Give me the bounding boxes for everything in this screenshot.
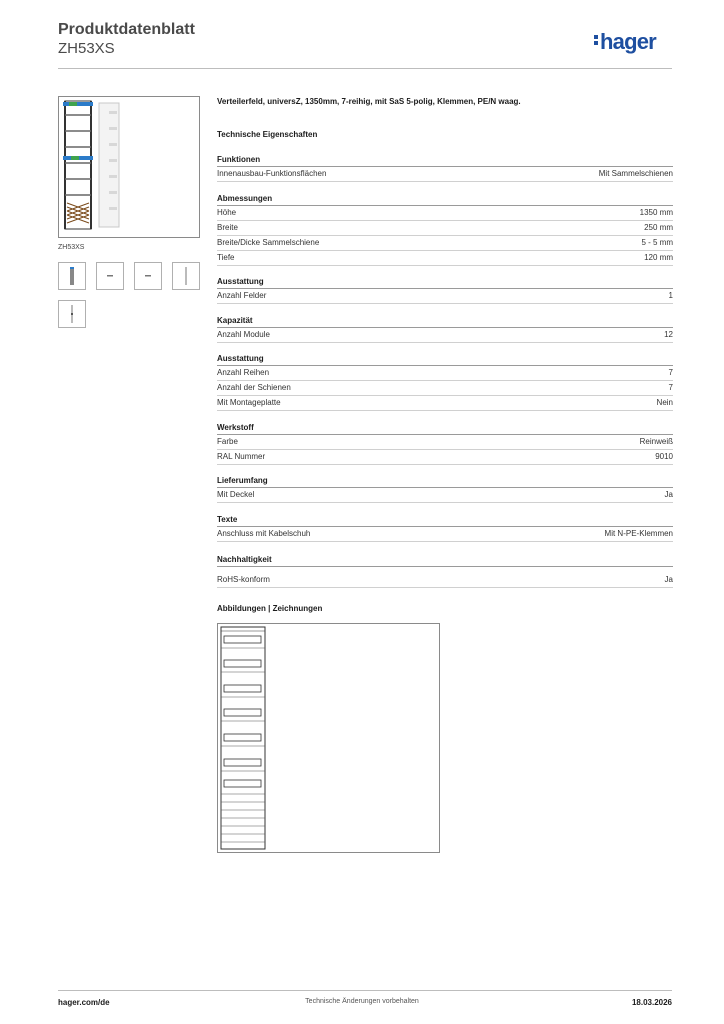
- row-value: 7: [668, 368, 673, 377]
- footer-date: 18.03.2026: [631, 998, 672, 1007]
- group-title: Texte: [217, 514, 673, 527]
- row-value: Mit N-PE-Klemmen: [604, 529, 673, 538]
- row-value: Mit Sammelschienen: [598, 169, 673, 178]
- row-label: Anzahl Module: [217, 330, 270, 339]
- group-title: Werkstoff: [217, 422, 673, 435]
- row-value: Ja: [664, 575, 673, 584]
- row-value: 1350 mm: [639, 208, 673, 217]
- profile-view-icon: [173, 263, 199, 289]
- distribution-panel-illustration: [59, 97, 199, 237]
- table-row: [217, 527, 673, 542]
- table-row: [217, 206, 673, 221]
- table-row: [217, 289, 673, 304]
- table-row: [217, 251, 673, 266]
- row-label: Innenausbau-Funktionsflächen: [217, 169, 327, 178]
- technical-drawing[interactable]: [217, 623, 440, 853]
- row-value: 5 - 5 mm: [641, 238, 673, 247]
- group-lieferumfang: [217, 475, 673, 503]
- product-thumb-icon: [59, 263, 85, 289]
- footer-website-link[interactable]: hager.com/de: [58, 998, 110, 1007]
- group-title: Ausstattung: [217, 276, 673, 289]
- thumbnail-view-4[interactable]: [172, 262, 200, 290]
- group-title: Lieferumfang: [217, 475, 673, 488]
- row-label: Mit Montageplatte: [217, 398, 281, 407]
- row-label: Breite/Dicke Sammelschiene: [217, 238, 320, 247]
- row-value: 9010: [655, 452, 673, 461]
- row-value: Ja: [664, 490, 673, 499]
- thumbnail-view-3[interactable]: [134, 262, 162, 290]
- thumbnail-view-2[interactable]: [96, 262, 124, 290]
- group-kapazitaet: [217, 315, 673, 343]
- row-label: Mit Deckel: [217, 490, 255, 499]
- row-label: Tiefe: [217, 253, 235, 262]
- hager-logo: [594, 30, 656, 54]
- row-value: 7: [668, 383, 673, 392]
- row-label: Anzahl der Schienen: [217, 383, 291, 392]
- panel-drawing-illustration: [218, 624, 439, 852]
- product-image-caption: ZH53XS: [58, 244, 85, 251]
- row-label: Farbe: [217, 437, 238, 446]
- table-row: [217, 366, 673, 381]
- header-divider: [58, 68, 672, 69]
- logo-text: hager: [600, 29, 656, 54]
- group-nachhaltigkeit: [217, 554, 673, 588]
- product-description: Verteilerfeld, universZ, 1350mm, 7-reihig, mit SaS 5-polig, Klemmen, PE/N waag.: [217, 97, 521, 106]
- row-value: 250 mm: [644, 223, 673, 232]
- group-ausstattung-1: [217, 276, 673, 304]
- table-row: [217, 381, 673, 396]
- group-title: Funktionen: [217, 154, 673, 167]
- group-ausstattung-2: [217, 353, 673, 411]
- row-label: Höhe: [217, 208, 237, 217]
- row-label: Breite: [217, 223, 238, 232]
- product-details: [217, 96, 673, 613]
- top-view-icon: [135, 263, 161, 289]
- group-title: Abmessungen: [217, 193, 673, 206]
- footer-divider: [58, 990, 672, 991]
- row-label: RoHS-konform: [217, 575, 270, 584]
- row-value: 120 mm: [644, 253, 673, 262]
- page-title: Produktdatenblatt: [58, 21, 195, 38]
- group-title: Kapazität: [217, 315, 673, 328]
- group-title: Nachhaltigkeit: [217, 554, 673, 567]
- table-row: [217, 221, 673, 236]
- row-value: 1: [668, 291, 673, 300]
- technical-properties-heading: Technische Eigenschaften: [217, 130, 318, 139]
- side-view-icon: [97, 263, 123, 289]
- thumbnail-view-5[interactable]: [58, 300, 86, 328]
- table-row: [217, 450, 673, 465]
- drawings-heading: Abbildungen | Zeichnungen: [217, 604, 323, 613]
- row-value: 12: [664, 330, 673, 339]
- row-label: Anschluss mit Kabelschuh: [217, 529, 311, 538]
- thumbnail-product[interactable]: [58, 262, 86, 290]
- table-row: [217, 167, 673, 182]
- row-label: RAL Nummer: [217, 452, 266, 461]
- rail-view-icon: [59, 301, 85, 327]
- row-label: Anzahl Reihen: [217, 368, 270, 377]
- product-code: ZH53XS: [58, 40, 115, 57]
- row-value: Reinweiß: [639, 437, 673, 446]
- group-abmessungen: [217, 193, 673, 266]
- logo-dots-icon: [594, 33, 599, 47]
- group-funktionen: [217, 154, 673, 182]
- group-werkstoff: [217, 422, 673, 465]
- row-label: Anzahl Felder: [217, 291, 267, 300]
- group-title: Ausstattung: [217, 353, 673, 366]
- table-row: [217, 236, 673, 251]
- row-value: Nein: [656, 398, 673, 407]
- table-row: [217, 435, 673, 450]
- page-header: [58, 20, 195, 58]
- table-row: [217, 328, 673, 343]
- footer-notice: Technische Änderungen vorbehalten: [305, 998, 419, 1005]
- table-row: [217, 488, 673, 503]
- group-texte: [217, 514, 673, 542]
- table-row: [217, 396, 673, 411]
- table-row: [217, 573, 673, 588]
- product-image[interactable]: [58, 96, 200, 238]
